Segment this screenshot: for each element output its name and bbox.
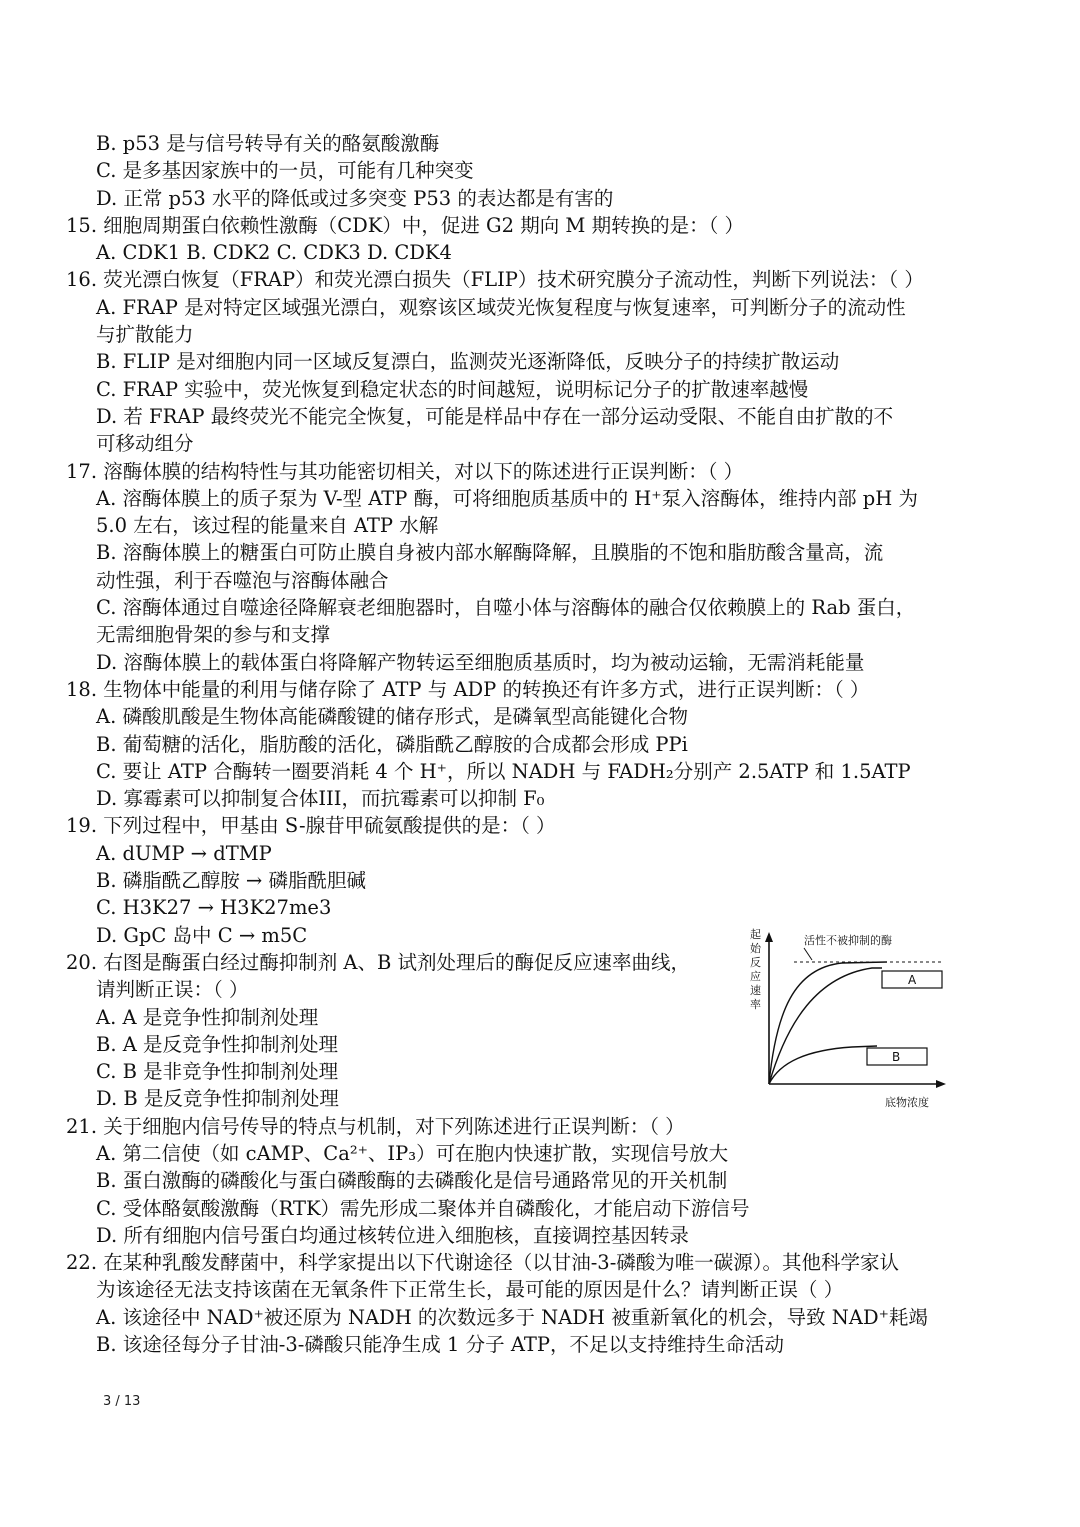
question-option: B. p53 是与信号转导有关的酪氨酸激酶	[96, 132, 440, 155]
uninhibited-pointer	[804, 948, 812, 960]
question-option: C. 受体酪氨酸激酶（RTK）需先形成二聚体并自磷酸化，才能启动下游信号	[96, 1196, 750, 1220]
question-option: B. 该途径每分子甘油-3-磷酸只能净生成 1 分子 ATP，不足以支持维持生命活动	[96, 1333, 784, 1357]
x-axis-label: 底物浓度	[885, 1096, 929, 1109]
question-option: D. 寡霉素可以抑制复合体III，而抗霉素可以抑制 F₀	[96, 787, 545, 811]
question-option: 与扩散能力	[96, 323, 194, 347]
question-option: A. dUMP → dTMP	[96, 841, 272, 865]
question-option: C. 要让 ATP 合酶转一圈要消耗 4 个 H⁺，所以 NADH 与 FADH₂分别产 2.5ATP 和 1.5ATP	[96, 759, 911, 783]
y-axis-arrow	[765, 932, 773, 942]
question-option: C. B 是非竞争性抑制剂处理	[96, 1060, 339, 1084]
question-option: B. FLIP 是对细胞内同一区域反复漂白，监测荧光逐渐降低，反映分子的持续扩散运动	[96, 350, 840, 374]
question-option: 无需细胞骨架的参与和支撑	[96, 623, 331, 647]
question-option: 5.0 左右，该过程的能量来自 ATP 水解	[96, 514, 439, 538]
question-stem: 19. 下列过程中，甲基由 S-腺苷甲硫氨酸提供的是：（ ）	[66, 814, 556, 838]
question-option: B. 磷脂酰乙醇胺 → 磷脂酰胆碱	[96, 869, 366, 893]
question-stem: 18. 生物体中能量的利用与储存除了 ATP 与 ADP 的转换还有许多方式，进行正误判断：（ ）	[66, 677, 870, 701]
question-option: B. A 是反竞争性抑制剂处理	[96, 1032, 339, 1056]
y-axis-label-char: 始	[750, 942, 761, 955]
y-axis-label-char: 应	[750, 970, 761, 983]
question-option: B. 溶酶体膜上的糖蛋白可防止膜自身被内部水解酶降解，且膜脂的不饱和脂肪酸含量高，流	[96, 541, 884, 565]
curve-b	[769, 1046, 877, 1084]
box-b-label: B	[892, 1050, 901, 1064]
question-option: D. GpC 岛中 C → m5C	[96, 923, 308, 947]
enzyme-rate-chart	[742, 922, 982, 1118]
question-option: C. FRAP 实验中，荧光恢复到稳定状态的时间越短，说明标记分子的扩散速率越慢	[96, 377, 809, 401]
question-option: B. 蛋白激酶的磷酸化与蛋白磷酸酶的去磷酸化是信号通路常见的开关机制	[96, 1169, 728, 1193]
question-option: D. 正常 p53 水平的降低或过多突变 P53 的表达都是有害的	[96, 186, 614, 210]
question-option: A. FRAP 是对特定区域强光漂白，观察该区域荧光恢复程度与恢复速率，可判断分子的流动性	[96, 295, 906, 319]
question-option: C. 是多基因家族中的一员，可能有几种突变	[96, 159, 474, 183]
question-option: 动性强，利于吞噬泡与溶酶体融合	[96, 568, 389, 592]
question-option: C. 溶酶体通过自噬途径降解衰老细胞器时，自噬小体与溶酶体的融合仅依赖膜上的 Rab 蛋白，	[96, 596, 916, 620]
question-option: D. 若 FRAP 最终荧光不能完全恢复，可能是样品中存在一部分运动受限、不能自由扩散的不	[96, 404, 894, 428]
y-axis-label-char: 速	[750, 984, 761, 997]
question-option: D. 所有细胞内信号蛋白均通过核转位进入细胞核，直接调控基因转录	[96, 1223, 689, 1247]
box-a-label: A	[908, 973, 917, 987]
x-axis-arrow	[936, 1080, 946, 1088]
page-number: 3 / 13	[103, 1394, 141, 1409]
question-option: A. 磷酸肌酸是生物体高能磷酸键的储存形式，是磷氧型高能键化合物	[96, 705, 688, 729]
question-option: A. 第二信使（如 cAMP、Ca²⁺、IP₃）可在胞内快速扩散，实现信号放大	[96, 1141, 729, 1165]
question-option: A. 该途径中 NAD⁺被还原为 NADH 的次数远多于 NADH 被重新氧化的机会，导致 NAD⁺耗竭	[96, 1305, 928, 1329]
question-text-block	[66, 130, 996, 1358]
question-stem: 21. 关于细胞内信号传导的特点与机制，对下列陈述进行正误判断：（ ）	[66, 1114, 685, 1138]
question-stem: 16. 荧光漂白恢复（FRAP）和荧光漂白损失（FLIP）技术研究膜分子流动性，判断下列说法：（ ）	[66, 268, 924, 292]
question-option: 为该途径无法支持该菌在无氧条件下正常生长，最可能的原因是什么？请判断正误（ ）	[96, 1278, 844, 1302]
y-axis-label-char: 起	[750, 928, 761, 941]
question-option: 可移动组分	[96, 432, 194, 456]
question-option: A. CDK1 B. CDK2 C. CDK3 D. CDK4	[96, 241, 452, 265]
question-option: C. H3K27 → H3K27me3	[96, 896, 332, 920]
y-axis-label-char: 率	[750, 998, 761, 1011]
question-option: A. 溶酶体膜上的质子泵为 V-型 ATP 酶，可将细胞质基质中的 H⁺泵入溶酶体，维持内部 pH 为	[96, 486, 918, 510]
question-option: B. 葡萄糖的活化，脂肪酸的活化，磷脂酰乙醇胺的合成都会形成 PPi	[96, 732, 688, 756]
question-option: D. 溶酶体膜上的载体蛋白将降解产物转运至细胞质基质时，均为被动运输，无需消耗能量	[96, 650, 865, 674]
question-stem: 20. 右图是酶蛋白经过酶抑制剂 A、B 试剂处理后的酶促反应速率曲线，	[66, 950, 691, 974]
question-option: A. A 是竞争性抑制剂处理	[96, 1005, 319, 1029]
question-stem: 17. 溶酶体膜的结构特性与其功能密切相关，对以下的陈述进行正误判断：（ ）	[66, 459, 744, 483]
curve-a	[769, 968, 882, 1084]
question-stem: 15. 细胞周期蛋白依赖性激酶（CDK）中，促进 G2 期向 M 期转换的是：（ ）	[66, 213, 745, 237]
question-option: 请判断正误：（ ）	[96, 978, 249, 1002]
enzyme-rate-figure	[742, 922, 982, 1118]
question-stem: 22. 在某种乳酸发酵菌中，科学家提出以下代谢途径（以甘油-3-磷酸为唯一碳源）。其他科学家认	[66, 1251, 900, 1275]
y-axis-label-char: 反	[750, 956, 761, 969]
uninhibited-curve	[769, 962, 887, 1084]
question-option: D. B 是反竞争性抑制剂处理	[96, 1087, 339, 1111]
uninhibited-enzyme-label: 活性不被抑制的酶	[804, 934, 892, 947]
